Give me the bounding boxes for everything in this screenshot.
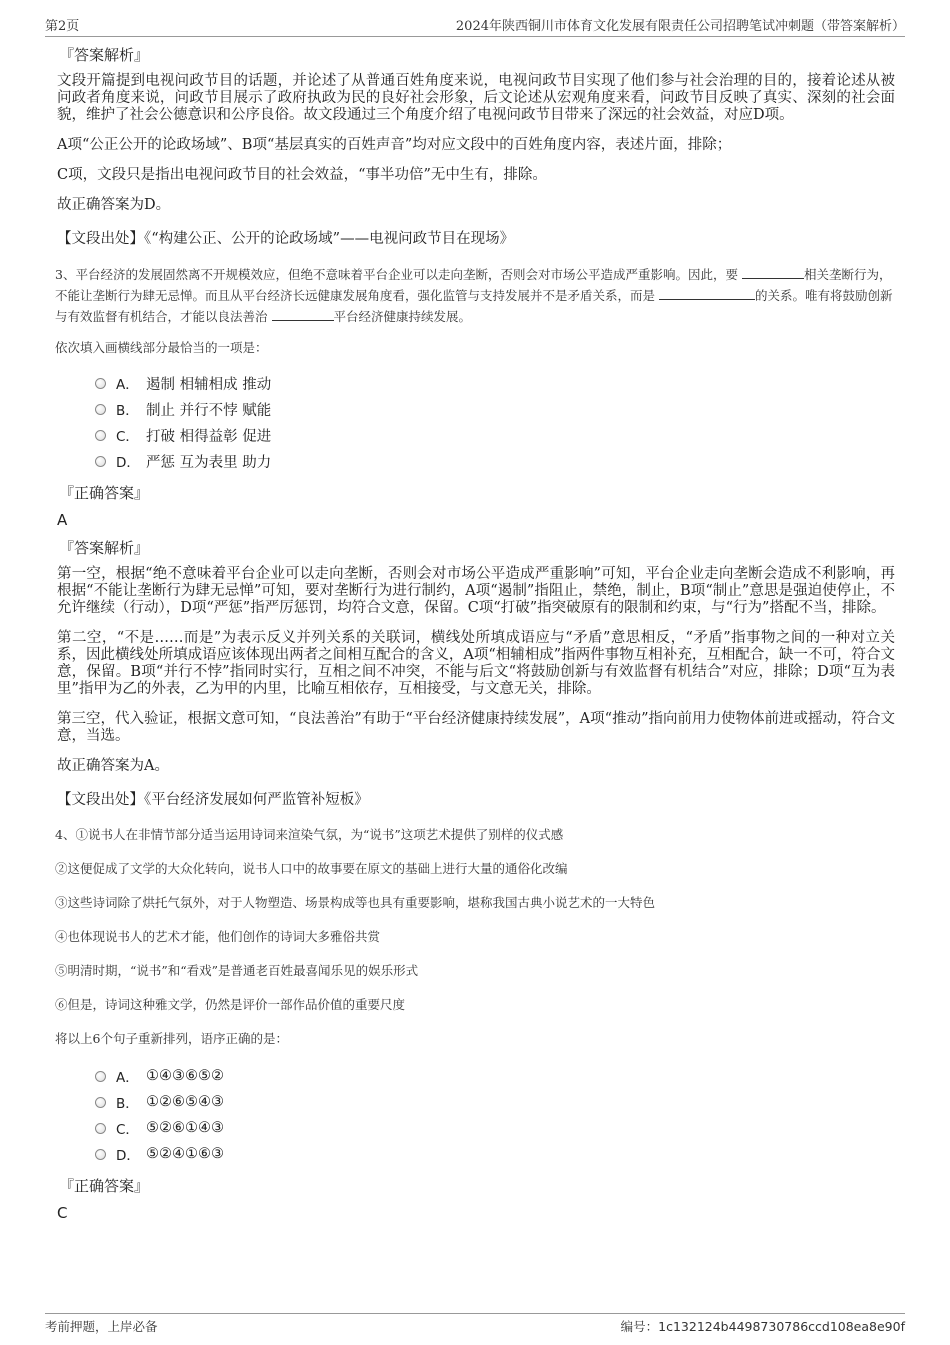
document-code: 编号：1c132124b4498730786ccd108ea8e90f (620, 1319, 905, 1334)
radio-icon[interactable] (95, 1149, 106, 1160)
page-footer (45, 1313, 905, 1339)
option-b[interactable]: B． ①②⑥⑤④③ (95, 1089, 895, 1115)
radio-icon[interactable] (95, 430, 106, 441)
analysis-paragraph: C项，文段只是指出电视问政节目的社会效益，“事半功倍”无中生有，排除。 (57, 167, 547, 183)
question-stem: 3、平台经济的发展固然离不开规模效应，但绝不意味着平台企业可以走向垄断，否则会对市场公平造成严重影响。因此，要 相关垄断行为，不能让垄断行为肆无忌惮。而且从平台经济长远健康发展角度看，强化监管与支持发展并不是矛盾关系，而是 的关系。唯有将鼓励创新与有效监督有机结合，才能以良法善治 平台经济健康持续发展。 (55, 267, 893, 324)
sentence-item: ③这些诗词除了烘托气氛外，对于人物塑造、场景构成等也具有重要影响，堪称我国古典小说艺术的一大特色 (55, 895, 656, 910)
analysis-paragraph: 第二空，“不是……而是”为表示反义并列关系的关联词，横线处所填成语应与“矛盾”意思相反，“矛盾”指事物之间的一种对立关系，因此横线处所填成语应该体现出两者之间相互配合的含义，A项“相辅相成”指两件事物互相补充，互相配合，缺一不可，符合文意，保留。B项“并行不悖”指同时实行，互相之间不冲突，不能与后文“将鼓励创新与有效监督有机结合”对应，排除；D项“互为表里”指甲为乙的外表，乙为甲的内里，比喻互相依存，互相接受，与文意无关，排除。 (57, 630, 895, 697)
analysis-paragraph: 第一空，根据“绝不意味着平台企业可以走向垄断，否则会对市场公平造成严重影响”可知，平台企业走向垄断会造成不利影响，再根据“不能让垄断行为肆无忌惮”可知，要对垄断行为进行制约，A项“遏制”指阻止，禁绝，制止，B项“制止”意思是强迫使停止，不允许继续（行动），D项“严惩”指严厉惩罚，均符合文意，保留。C项“打破”指突破原有的限制和约束，与“行为”搭配不当，排除。 (57, 566, 895, 616)
fill-blank (272, 308, 334, 321)
fill-blank (742, 266, 804, 279)
analysis-paragraph: 第三空，代入验证，根据文意可知，“良法善治”有助于“平台经济健康持续发展”，A项“推动”指向前用力使物体前进或摇动，符合文意，当选。 (57, 711, 895, 744)
sentence-item: ⑤明清时期，“说书”和“看戏”是普通老百姓最喜闻乐见的娱乐形式 (55, 963, 419, 978)
sentence-item: ④也体现说书人的艺术才能，他们创作的诗词大多雅俗共赏 (55, 929, 381, 944)
analysis-paragraph: 故正确答案为A。 (57, 758, 169, 774)
radio-icon[interactable] (95, 1097, 106, 1108)
analysis-paragraph: A项“公正公开的论政场域”、B项“基层真实的百姓声音”均对应文段中的百姓角度内容，表述片面，排除； (57, 137, 732, 153)
page-number: 第2页 (45, 19, 80, 34)
analysis-label: 『答案解析』 (59, 539, 150, 557)
radio-icon[interactable] (95, 1071, 106, 1082)
question-prompt: 将以上6个句子重新排列，语序正确的是： (55, 1031, 288, 1046)
correct-answer: A (57, 511, 68, 529)
question-3 (57, 264, 895, 809)
correct-answer-label: 『正确答案』 (59, 484, 150, 502)
option-d[interactable]: D． 严惩 互为表里 助力 (95, 448, 895, 474)
sentence-item: 4、①说书人在非情节部分适当运用诗词来渲染气氛，为“说书”这项艺术提供了别样的仪式感 (55, 827, 564, 842)
radio-icon[interactable] (95, 378, 106, 389)
option-c[interactable]: C． ⑤②⑥①④③ (95, 1115, 895, 1141)
analysis-label: 『答案解析』 (59, 46, 150, 64)
option-b[interactable]: B． 制止 并行不悖 赋能 (95, 396, 895, 422)
correct-answer: C (57, 1204, 68, 1222)
option-a[interactable]: A． 遏制 相辅相成 推动 (95, 370, 895, 396)
analysis-paragraph: 故正确答案为D。 (57, 197, 171, 213)
page-header (45, 12, 905, 37)
question-4 (57, 825, 895, 1222)
source-citation: 【文段出处】《“构建公正、公开的论政场域”——电视问政节目在现场》 (57, 231, 515, 247)
option-c[interactable]: C． 打破 相得益彰 促进 (95, 422, 895, 448)
analysis-paragraph: 文段开篇提到电视问政节目的话题，并论述了从普通百姓角度来说，电视问政节目实现了他们参与社会治理的目的，接着论述从被问政者角度来说，问政节目展示了政府执政为民的良好社会形象，后文论述从宏观角度来看，问政节目反映了真实、深刻的社会面貌，维护了社会公德意识和公序良俗。故文段通过三个角度介绍了电视问政节目带来了深远的社会效益，对应D项。 (57, 73, 895, 123)
options-list (95, 1063, 895, 1167)
sentence-item: ⑥但是，诗词这种雅文学，仍然是评价一部作品价值的重要尺度 (55, 997, 406, 1012)
source-citation: 【文段出处】《平台经济发展如何严监管补短板》 (57, 792, 369, 808)
q2-analysis (57, 44, 895, 248)
correct-answer-label: 『正确答案』 (59, 1177, 150, 1195)
option-a[interactable]: A． ①④③⑥⑤② (95, 1063, 895, 1089)
radio-icon[interactable] (95, 1123, 106, 1134)
option-d[interactable]: D． ⑤②④①⑥③ (95, 1141, 895, 1167)
radio-icon[interactable] (95, 404, 106, 415)
question-prompt: 依次填入画横线部分最恰当的一项是： (55, 340, 268, 355)
options-list (95, 370, 895, 474)
main-content (57, 44, 895, 1230)
footer-slogan: 考前押题，上岸必备 (45, 1319, 158, 1334)
sentence-item: ②这便促成了文学的大众化转向，说书人口中的故事要在原文的基础上进行大量的通俗化改编 (55, 861, 568, 876)
document-title: 2024年陕西铜川市体育文化发展有限责任公司招聘笔试冲刺题（带答案解析） (455, 19, 905, 34)
radio-icon[interactable] (95, 456, 106, 467)
fill-blank (659, 287, 755, 300)
